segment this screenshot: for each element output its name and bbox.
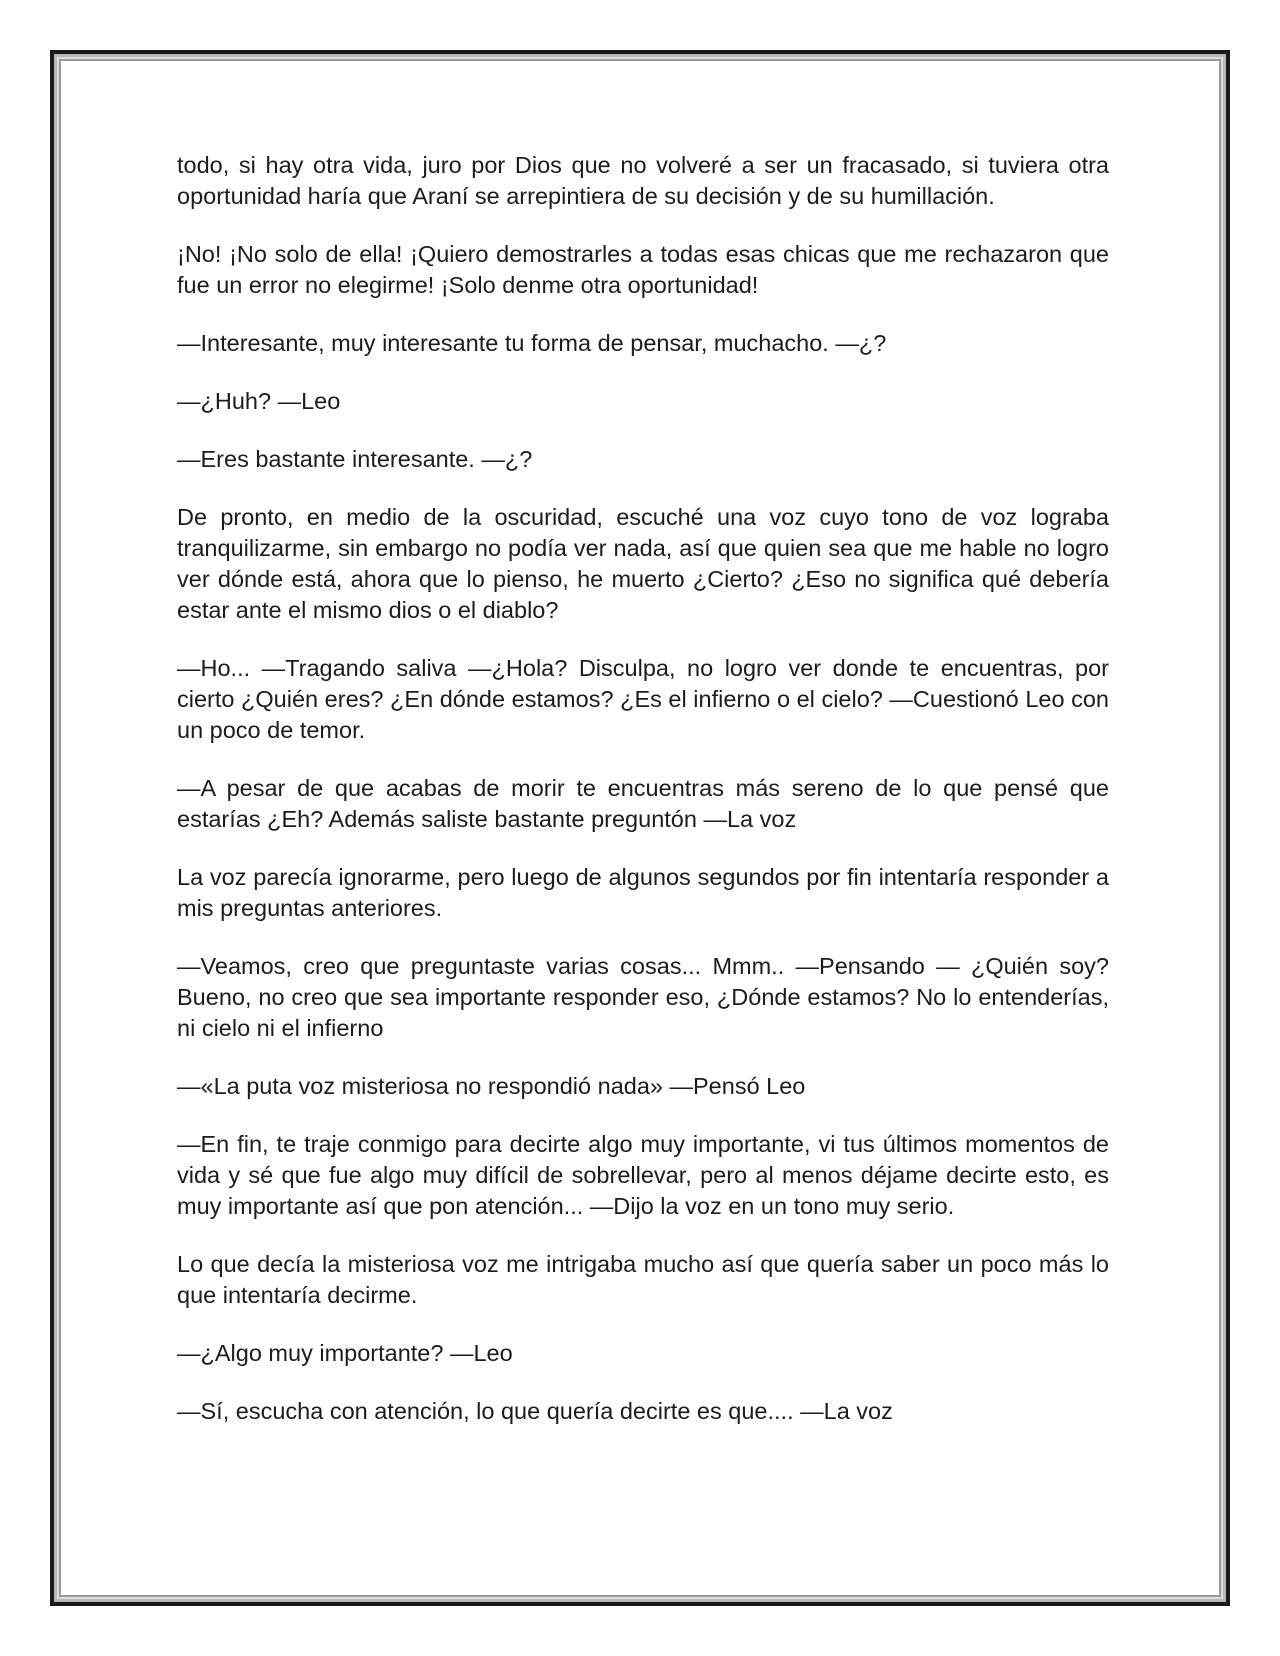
paragraph: —¿Algo muy importante? —Leo: [177, 1340, 513, 1366]
paragraph: todo, si hay otra vida, juro por Dios que no volveré a ser un fracasado, si tuviera otra oportunidad haría que Araní se arrepintiera de su decisión y de su humillación.: [177, 152, 1109, 209]
paragraph: —A pesar de que acabas de morir te encuentras más sereno de lo que pensé que estarías ¿Eh? Además saliste bastante preguntón —La voz: [177, 775, 1109, 832]
paragraph: —«La puta voz misteriosa no respondió nada» —Pensó Leo: [177, 1073, 806, 1099]
paragraph: —Eres bastante interesante. —¿?: [177, 446, 533, 472]
document-text-body: [177, 150, 1109, 1427]
paragraph: —Ho... —Tragando saliva —¿Hola? Disculpa, no logro ver donde te encuentras, por cierto ¿Quién eres? ¿En dónde estamos? ¿Es el infierno o el cielo? —Cuestionó Leo con un poco de temor.: [177, 655, 1109, 743]
paragraph: —Sí, escucha con atención, lo que quería decirte es que.... —La voz: [177, 1398, 893, 1424]
paragraph: —¿Huh? —Leo: [177, 388, 341, 414]
paragraph: La voz parecía ignorarme, pero luego de algunos segundos por fin intentaría responder a mis preguntas anteriores.: [177, 864, 1109, 921]
paragraph: —En fin, te traje conmigo para decirte algo muy importante, vi tus últimos momentos de vida y sé que fue algo muy difícil de sobrellevar, pero al menos déjame decirte esto, es muy importante así que pon atención... —Dijo la voz en un tono muy serio.: [177, 1131, 1109, 1219]
paragraph: —Veamos, creo que preguntaste varias cosas... Mmm.. —Pensando — ¿Quién soy? Bueno, no creo que sea importante responder eso, ¿Dónde estamos? No lo entenderías, ni cielo ni el infierno: [177, 953, 1109, 1041]
paragraph: ¡No! ¡No solo de ella! ¡Quiero demostrarles a todas esas chicas que me rechazaron que fue un error no elegirme! ¡Solo denme otra oportunidad!: [177, 241, 1109, 298]
paragraph: —Interesante, muy interesante tu forma de pensar, muchacho. —¿?: [177, 330, 887, 356]
paragraph: De pronto, en medio de la oscuridad, escuché una voz cuyo tono de voz lograba tranquilizarme, sin embargo no podía ver nada, así que quien sea que me hable no logro ver dónde está, ahora que lo pienso, he muerto ¿Cierto? ¿Eso no significa qué debería estar ante el mismo dios o el diablo?: [177, 504, 1109, 623]
paragraph: Lo que decía la misteriosa voz me intrigaba mucho así que quería saber un poco más lo que intentaría decirme.: [177, 1251, 1109, 1308]
